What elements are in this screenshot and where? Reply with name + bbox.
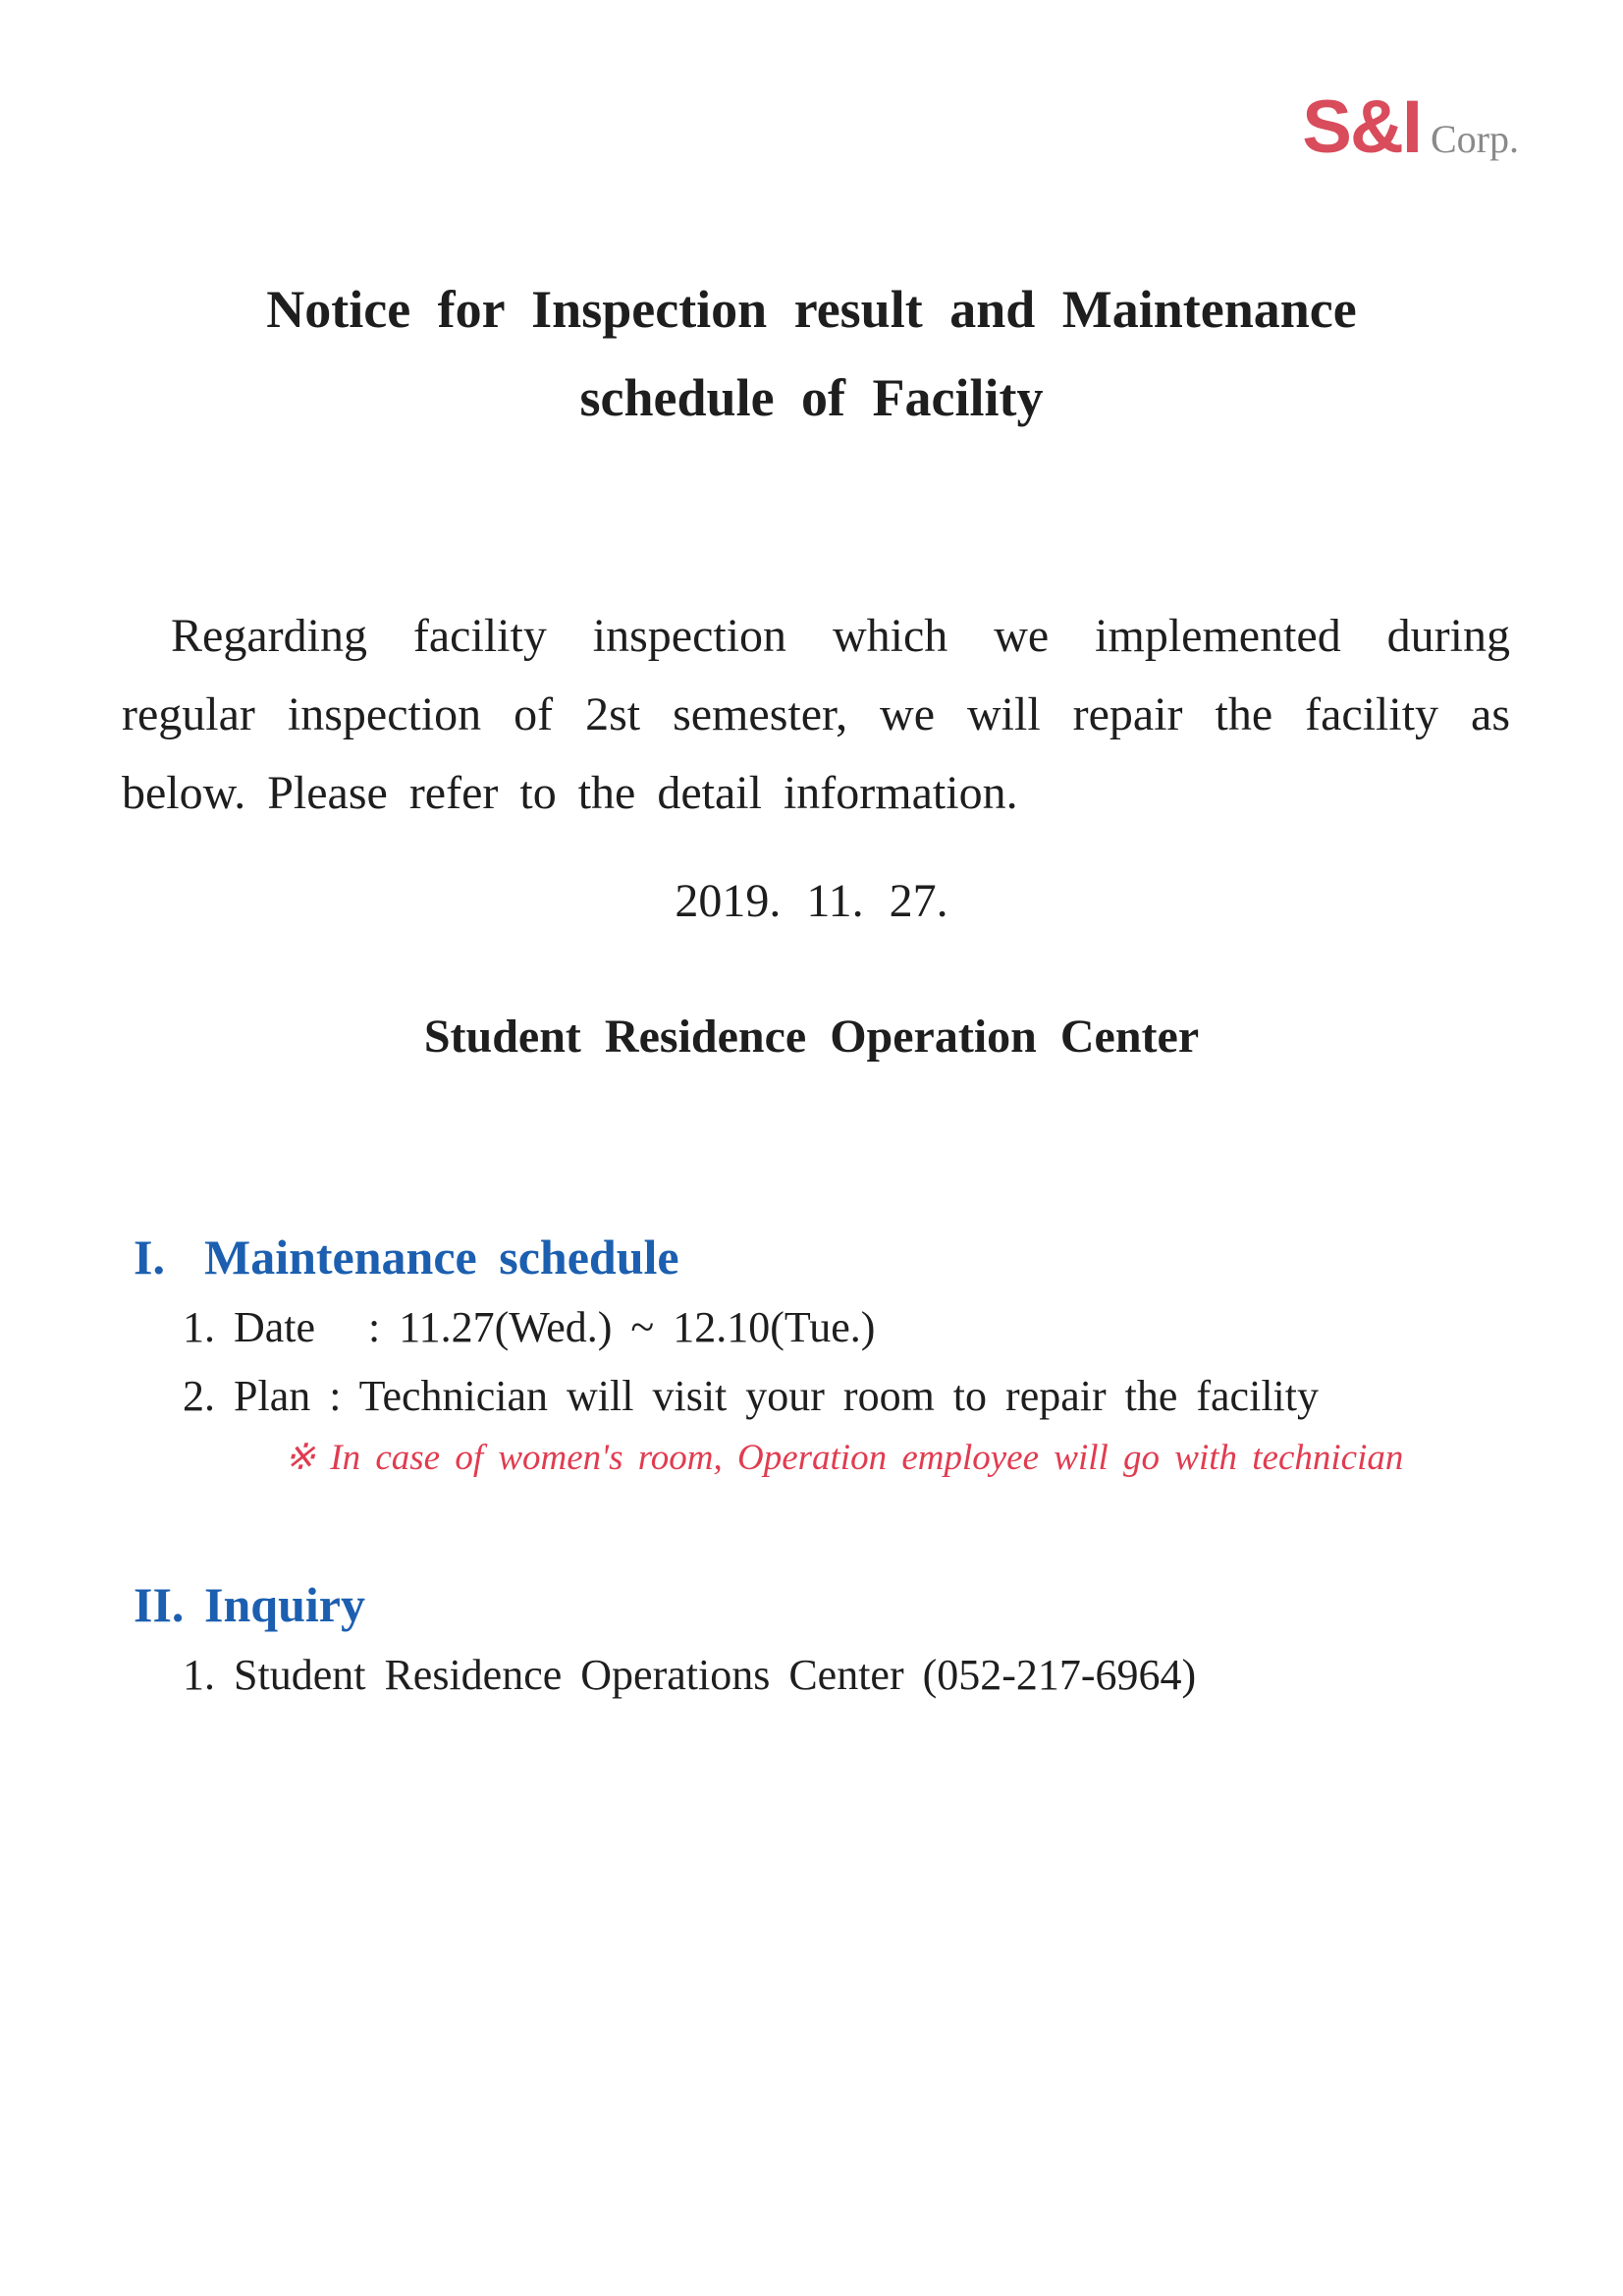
- section-inquiry-number: II.: [134, 1577, 185, 1632]
- maintenance-item-plan-label: 2. Plan: [183, 1372, 311, 1420]
- maintenance-item-plan: [183, 1369, 1319, 1424]
- section-maintenance-number: I.: [134, 1230, 165, 1285]
- section-inquiry-title: Inquiry: [204, 1577, 365, 1632]
- maintenance-item-plan-value: : Technician will visit your room to repair the facility: [329, 1372, 1319, 1420]
- notice-date: 2019. 11. 27.: [675, 875, 948, 927]
- notice-title: [0, 265, 1623, 442]
- maintenance-item-date: [183, 1300, 875, 1355]
- section-maintenance-title: Maintenance schedule: [204, 1230, 679, 1285]
- maintenance-item-date-value: : 11.27(Wed.) ~ 12.10(Tue.): [368, 1303, 876, 1351]
- section-inquiry-heading: [134, 1575, 365, 1634]
- inquiry-item-contact: 1. Student Residence Operations Center (052-217-6964): [183, 1651, 1197, 1699]
- logo-mark: S&I: [1302, 85, 1421, 169]
- logo-suffix: Corp.: [1431, 117, 1519, 161]
- title-line-1: Notice for Inspection result and Maintenance: [266, 280, 1357, 339]
- notice-body: Regarding facility inspection which we implemented during regular inspection of 2st semester, we will repair the facility as below. Please refer to the detail information.: [122, 610, 1510, 819]
- title-line-2: schedule of Facility: [579, 368, 1044, 427]
- maintenance-item-date-label: 1. Date: [183, 1303, 316, 1351]
- section-maintenance-heading: [134, 1228, 679, 1286]
- issuing-organization: Student Residence Operation Center: [423, 1011, 1200, 1063]
- maintenance-note: ※ In case of women's room, Operation employee will go with technician: [285, 1438, 1404, 1478]
- company-logo: [1302, 85, 1519, 169]
